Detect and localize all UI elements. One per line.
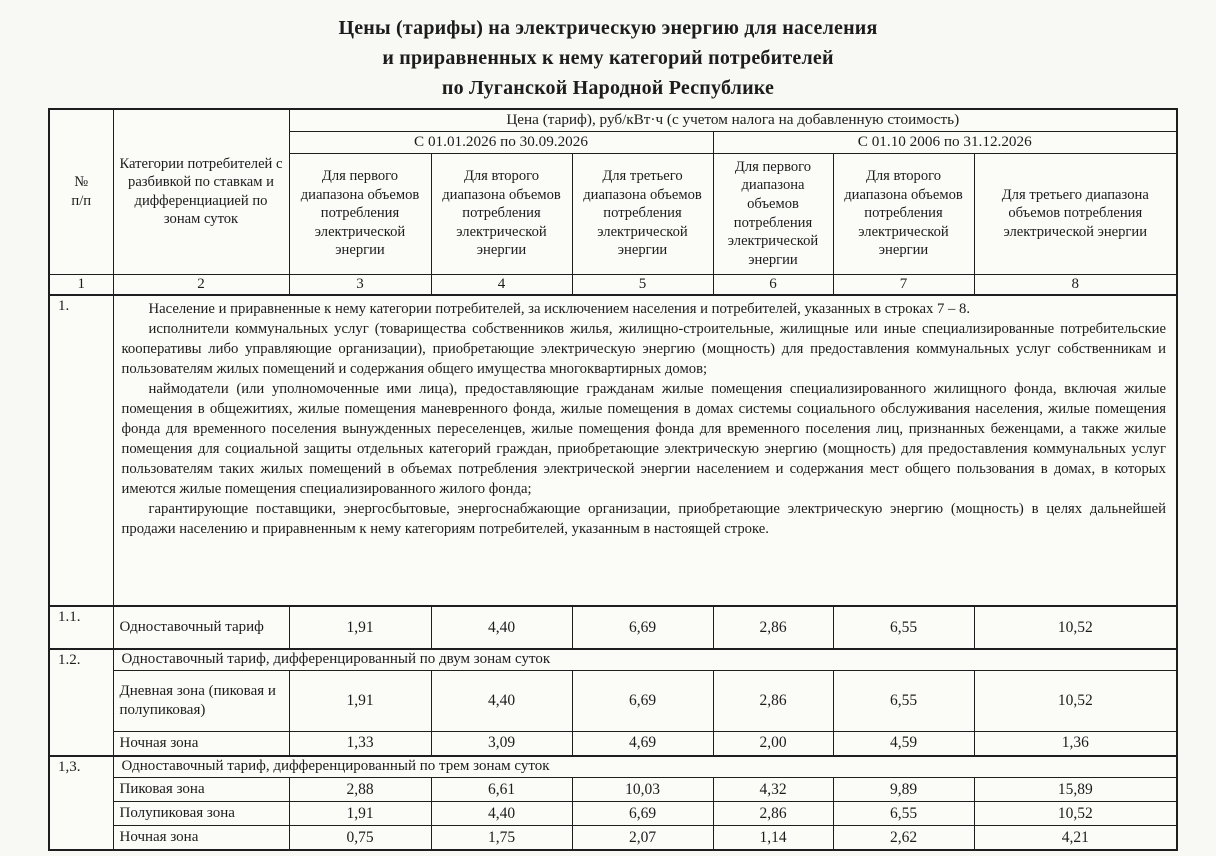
semipeak-zone-value-5: 6,55: [833, 802, 974, 826]
peak-zone-label: Пиковая зона: [113, 778, 289, 802]
peak-zone-value-4: 4,32: [713, 778, 833, 802]
night-zone-2z-value-4: 2,00: [713, 731, 833, 756]
row-1-1-value-5: 6,55: [833, 606, 974, 649]
row-1-1-value-1: 1,91: [289, 606, 431, 649]
column-number-2: 2: [113, 274, 289, 295]
row-1-paragraph-1: Население и приравненные к нему категории потребителей, за исключением населения и потребителей, указанных в строках 7 – 8.: [148, 301, 971, 318]
night-zone-2z-value-6: 1,36: [974, 731, 1177, 756]
semipeak-zone-value-4: 2,86: [713, 802, 833, 826]
row-1-paragraph-2: исполнители коммунальных услуг (товарищества собственников жилья, жилищно-строительные, жилищные или иные специализированные потребительские кооперативы либо управляющие организации), приобретающие электрическую энергию (мощность) для предоставления коммунальных услуг собственникам и пользователям жилых помещений и содержания общего имущества многоквартирных домов;: [121, 321, 1167, 378]
day-zone-value-2: 4,40: [431, 670, 572, 731]
row-1-1-value-2: 4,40: [431, 606, 572, 649]
column-number-row: [49, 274, 1177, 295]
row-1-2-day-zone: [49, 670, 1177, 731]
document-title-line-1: Цены (тарифы) на электрическую энергию для населения: [338, 17, 878, 39]
header-cell-diapason-2: Для второго диапазона объемов потребления электрической энергии: [431, 153, 572, 274]
row-1-description: [113, 295, 1177, 606]
row-1-1-number: 1.1.: [49, 606, 113, 649]
document-title-line-3: по Луганской Народной Республике: [441, 77, 775, 99]
row-1-2-label: Одноставочный тариф, дифференцированный по двум зонам суток: [113, 649, 1177, 670]
semipeak-zone-value-6: 10,52: [974, 802, 1177, 826]
day-zone-label: Дневная зона (пиковая и полупиковая): [113, 670, 289, 731]
column-number-8: 8: [974, 274, 1177, 295]
column-number-3: 3: [289, 274, 431, 295]
header-no-line2: п/п: [71, 192, 92, 209]
header-cell-categories: Категории потребителей с разбивкой по ставкам и дифференциацией по зонам суток: [113, 109, 289, 274]
semipeak-zone-value-1: 1,91: [289, 802, 431, 826]
tariff-table: [48, 108, 1178, 851]
row-1-2-night-zone: [49, 731, 1177, 756]
row-1-1: [49, 606, 1177, 649]
night-zone-2z-value-1: 1,33: [289, 731, 431, 756]
column-number-5: 5: [572, 274, 713, 295]
night-zone-3z-label: Ночная зона: [113, 826, 289, 851]
column-number-4: 4: [431, 274, 572, 295]
night-zone-3z-value-2: 1,75: [431, 826, 572, 851]
row-1-1-label: Одноставочный тариф: [113, 606, 289, 649]
peak-zone-value-1: 2,88: [289, 778, 431, 802]
header-cell-diapason-6: Для третьего диапазона объемов потребления электрической энергии: [974, 153, 1177, 274]
header-cell-price: Цена (тариф), руб/кВт·ч (с учетом налога на добавленную стоимость): [289, 109, 1177, 131]
row-1-3-night-zone: [49, 826, 1177, 851]
header-no-line1: №: [74, 174, 89, 191]
night-zone-3z-value-3: 2,07: [572, 826, 713, 851]
night-zone-2z-value-3: 4,69: [572, 731, 713, 756]
header-cell-diapason-5: Для второго диапазона объемов потребления электрической энергии: [833, 153, 974, 274]
row-1-paragraph-4: гарантирующие поставщики, энергосбытовые, энергоснабжающие организации, приобретающие электрическую энергию (мощность) в целях дальнейшей продажи населению и приравненным к нему категориям потребителей, указанным в настоящей строке.: [121, 501, 1167, 538]
day-zone-value-3: 6,69: [572, 670, 713, 731]
semipeak-zone-value-3: 6,69: [572, 802, 713, 826]
row-1-3-peak-zone: [49, 778, 1177, 802]
row-1-number: 1.: [49, 295, 113, 606]
semipeak-zone-label: Полупиковая зона: [113, 802, 289, 826]
header-cell-diapason-1: Для первого диапазона объемов потребления электрической энергии: [289, 153, 431, 274]
column-number-7: 7: [833, 274, 974, 295]
row-1-1-value-4: 2,86: [713, 606, 833, 649]
row-1-paragraph-3: наймодатели (или уполномоченные ими лица), предоставляющие гражданам жилые помещения специализированного жилищного фонда, включая жилые помещения в общежитиях, жилые помещения маневренного фонда, жилые помещения в домах системы социального обслуживания населения, жилые помещения фонда для временного поселения вынужденных переселенцев, жилые помещения фонда для временного поселения лиц, признанных беженцами, а также жилые помещения для социальной защиты отдельных категорий граждан, приобретающие электрическую энергию (мощность) для предоставления коммунальных услуг пользователям таких жилых помещений в объемах потребления электрической энергии населением и содержания мест общего пользования в домах, в которых имеются жилые помещения специализированного жилого фонда;: [121, 381, 1167, 498]
night-zone-3z-value-6: 4,21: [974, 826, 1177, 851]
column-number-6: 6: [713, 274, 833, 295]
header-cell-diapason-3: Для третьего диапазона объемов потребления электрической энергии: [572, 153, 713, 274]
row-1-3: [49, 756, 1177, 778]
peak-zone-value-5: 9,89: [833, 778, 974, 802]
day-zone-value-6: 10,52: [974, 670, 1177, 731]
night-zone-3z-value-5: 2,62: [833, 826, 974, 851]
night-zone-3z-value-4: 1,14: [713, 826, 833, 851]
row-1-3-label: Одноставочный тариф, дифференцированный по трем зонам суток: [113, 756, 1177, 778]
row-1-2-number: 1.2.: [49, 649, 113, 756]
row-1: [49, 295, 1177, 606]
row-1-1-value-3: 6,69: [572, 606, 713, 649]
peak-zone-value-6: 15,89: [974, 778, 1177, 802]
night-zone-2z-value-2: 3,09: [431, 731, 572, 756]
day-zone-value-4: 2,86: [713, 670, 833, 731]
header-cell-period-1: С 01.01.2026 по 30.09.2026: [289, 131, 713, 153]
peak-zone-value-2: 6,61: [431, 778, 572, 802]
row-1-3-semipeak-zone: [49, 802, 1177, 826]
day-zone-value-5: 6,55: [833, 670, 974, 731]
header-cell-row-number: [49, 109, 113, 274]
row-1-2: [49, 649, 1177, 670]
day-zone-value-1: 1,91: [289, 670, 431, 731]
header-cell-diapason-4: Для первого диапазона объемов потребления электрической энергии: [713, 153, 833, 274]
document-title-line-2: и приравненных к нему категорий потребителей: [382, 47, 834, 69]
row-1-1-value-6: 10,52: [974, 606, 1177, 649]
night-zone-2z-value-5: 4,59: [833, 731, 974, 756]
column-number-1: 1: [49, 274, 113, 295]
row-1-3-number: 1,3.: [49, 756, 113, 851]
header-cell-period-2: С 01.10 2006 по 31.12.2026: [713, 131, 1177, 153]
peak-zone-value-3: 10,03: [572, 778, 713, 802]
semipeak-zone-value-2: 4,40: [431, 802, 572, 826]
night-zone-2z-label: Ночная зона: [113, 731, 289, 756]
night-zone-3z-value-1: 0,75: [289, 826, 431, 851]
document-title: [0, 13, 1216, 103]
